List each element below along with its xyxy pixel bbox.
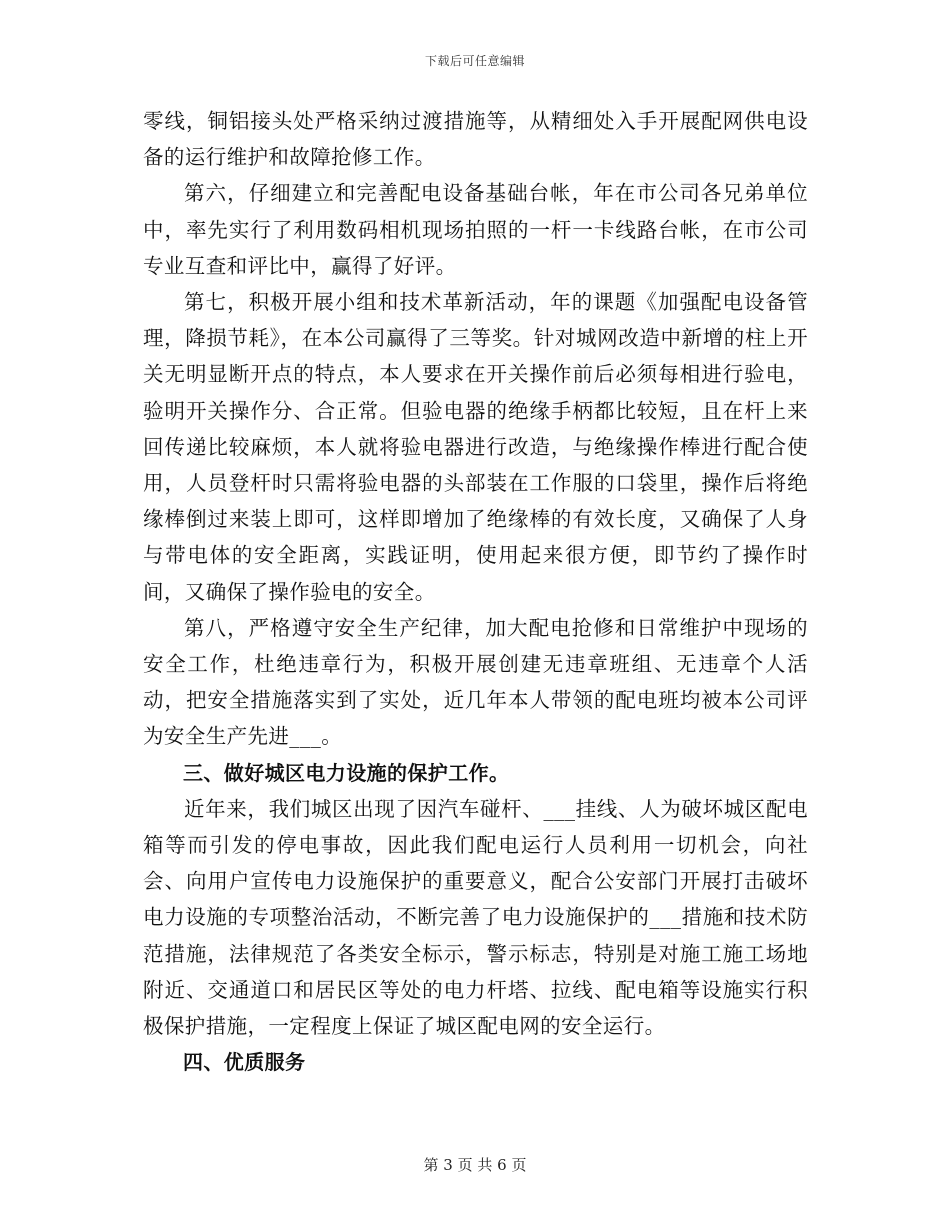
paragraph-item-eight: 第八，严格遵守安全生产纪律，加大配电抢修和日常维护中现场的安全工作，杜绝违章行为，积极开展创建无违章班组、无违章个人活动，把安全措施落实到了实处，近几年本人带领的配电班均被本公司评为安全生产先进___。 <box>143 615 808 749</box>
paragraph-continuation: 零线，铜铝接头处严格采纳过渡措施等，从精细处入手开展配网供电设备的运行维护和故障抢修工作。 <box>143 109 808 170</box>
paragraph-section-three: 近年来，我们城区出现了因汽车碰杆、___挂线、人为破坏城区配电箱等而引发的停电事故，因此我们配电运行人员利用一切机会，向社会、向用户宣传电力设施保护的重要意义，配合公安部门开展打击破坏电力设施的专项整治活动，不断完善了电力设施保护的___措施和技术防范措施，法律规范了各类安全标示，警示标志，特别是对施工施工场地附近、交通道口和居民区等处的电力杆塔、拉线、配电箱等设施实行积极保护措施，一定程度上保证了城区配电网的安全运行。 <box>143 796 808 1039</box>
paragraph-item-seven: 第七，积极开展小组和技术革新活动，年的课题《加强配电设备管理，降损节耗》，在本公司赢得了三等奖。针对城网改造中新增的柱上开关无明显断开点的特点，本人要求在开关操作前后必须每相进行验电，验明开关操作分、合正常。但验电器的绝缘手柄都比较短，且在杆上来回传递比较麻烦，本人就将验电器进行改造，与绝缘操作棒进行配合使用，人员登杆时只需将验电器的头部装在工作服的口袋里，操作后将绝缘棒倒过来装上即可，这样即增加了绝缘棒的有效长度，又确保了人身与带电体的安全距离，实践证明，使用起来很方便，即节约了操作时间，又确保了操作验电的安全。 <box>143 290 808 604</box>
section-heading-four: 四、优质服务 <box>183 1050 306 1075</box>
page-header: 下载后可任意编辑 <box>424 54 525 68</box>
page-number-footer: 第 3 页 共 6 页 <box>423 1156 527 1174</box>
section-heading-three: 三、做好城区电力设施的保护工作。 <box>183 760 510 785</box>
paragraph-item-six: 第六，仔细建立和完善配电设备基础台帐，年在市公司各兄弟单位中，率先实行了利用数码相机现场拍照的一杆一卡线路台帐，在市公司专业互查和评比中，赢得了好评。 <box>143 181 808 278</box>
document-body <box>143 103 808 1080</box>
